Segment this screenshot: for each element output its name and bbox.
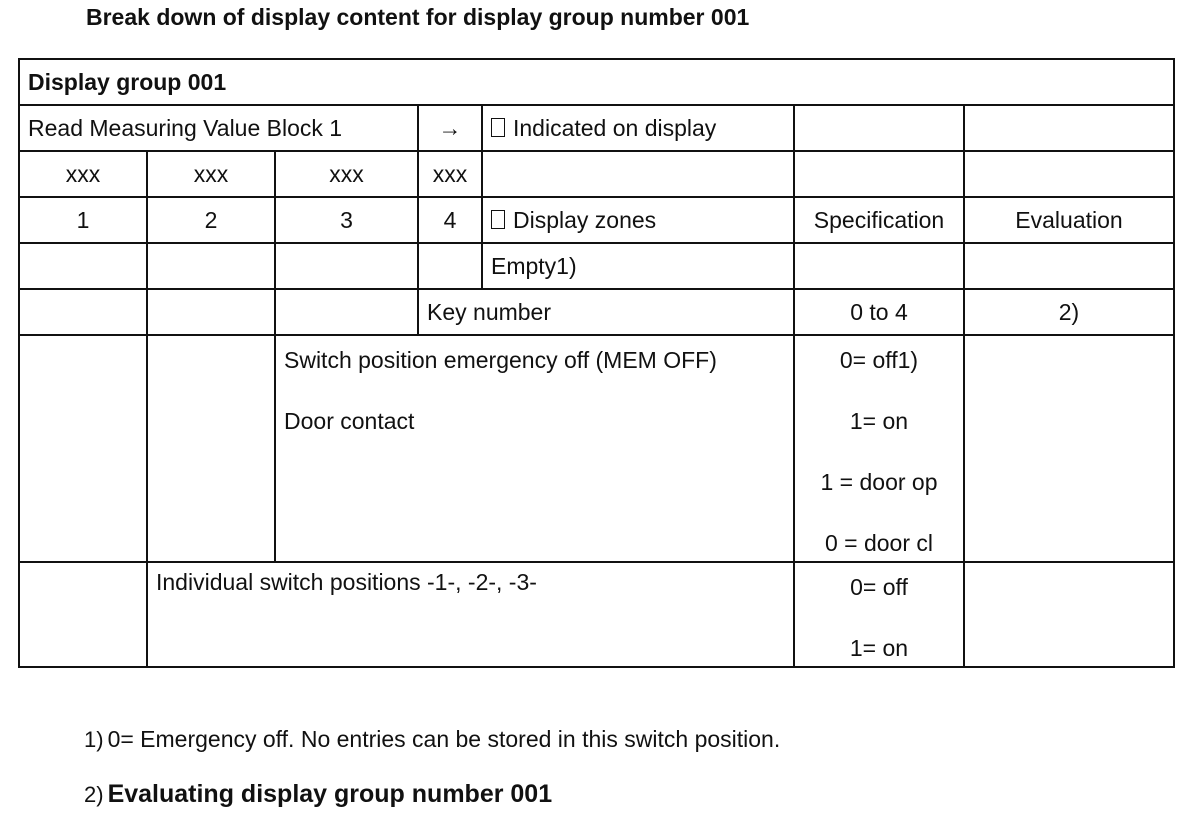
spec-door-closed: 0 = door cl	[824, 530, 934, 556]
indicated-label: Indicated on display	[513, 114, 717, 141]
evaluation-header: Evaluation	[964, 197, 1174, 243]
table-row-switch	[19, 335, 1174, 562]
xxx-cell-3: xxx	[275, 151, 418, 197]
footnote-2-number: 2)	[84, 782, 104, 807]
footnote-1-number: 1)	[84, 727, 104, 752]
table-row-numbers	[19, 197, 1174, 243]
display-zones-label: Display zones	[513, 206, 657, 233]
empty-cell	[794, 151, 964, 197]
switch-description-cell	[275, 335, 794, 562]
empty-cell	[794, 243, 964, 289]
spec-individual-off: 0= off	[850, 574, 908, 600]
empty-cell	[275, 243, 418, 289]
footnote-2-text: Evaluating display group number 001	[107, 780, 553, 808]
empty-cell	[964, 335, 1174, 562]
table-row-xxx	[19, 151, 1174, 197]
individual-spec-cell	[794, 562, 964, 667]
specification-header: Specification	[794, 197, 964, 243]
spec-off1: 0= off1)	[839, 347, 919, 373]
empty-cell	[964, 105, 1174, 151]
table-row-header	[19, 59, 1174, 105]
individual-switch-label: Individual switch positions -1-, -2-, -3-	[147, 562, 794, 667]
empty-cell	[19, 289, 147, 335]
empty-cell	[147, 289, 275, 335]
spec-individual-on: 1= on	[849, 635, 909, 661]
xxx-cell-2: xxx	[147, 151, 275, 197]
arrow-cell: →	[418, 105, 482, 151]
empty1-cell: Empty1)	[482, 243, 794, 289]
footnote-1	[84, 726, 780, 753]
empty-cell	[964, 243, 1174, 289]
display-group-header: Display group 001	[19, 59, 1174, 105]
empty-cell	[147, 243, 275, 289]
zone-number-1: 1	[19, 197, 147, 243]
switch-position-label: Switch position emergency off (MEM OFF)	[284, 347, 717, 373]
display-zones-cell	[482, 197, 794, 243]
spacer	[284, 525, 785, 561]
spec-on: 1= on	[849, 408, 909, 434]
key-number-eval: 2)	[964, 289, 1174, 335]
key-number-spec: 0 to 4	[794, 289, 964, 335]
xxx-cell-4: xxx	[418, 151, 482, 197]
spec-door-open: 1 = door op	[820, 469, 938, 495]
empty-cell	[19, 335, 147, 562]
spacer	[284, 464, 785, 525]
empty-cell	[19, 243, 147, 289]
empty-cell	[19, 562, 147, 667]
table-row-empty	[19, 243, 1174, 289]
display-group-table	[18, 58, 1175, 668]
empty-cell	[275, 289, 418, 335]
key-number-label: Key number	[418, 289, 794, 335]
table-row-read	[19, 105, 1174, 151]
empty-cell	[964, 151, 1174, 197]
empty-checkbox-icon	[491, 210, 505, 229]
read-measuring-label: Read Measuring Value Block 1	[19, 105, 418, 151]
empty-cell	[418, 243, 482, 289]
table-row-individual	[19, 562, 1174, 667]
empty-cell	[794, 105, 964, 151]
empty-cell	[482, 151, 794, 197]
switch-spec-cell	[794, 335, 964, 562]
empty-checkbox-icon	[491, 118, 505, 137]
empty-cell	[147, 335, 275, 562]
footnote-1-text: 0= Emergency off. No entries can be stored in this switch position.	[107, 726, 781, 752]
door-contact-label: Door contact	[284, 408, 415, 434]
zone-number-2: 2	[147, 197, 275, 243]
table-row-key-number	[19, 289, 1174, 335]
indicated-cell	[482, 105, 794, 151]
footnote-2	[84, 780, 552, 809]
page-title: Break down of display content for display group number 001	[86, 4, 750, 30]
xxx-cell-1: xxx	[19, 151, 147, 197]
zone-number-4: 4	[418, 197, 482, 243]
zone-number-3: 3	[275, 197, 418, 243]
empty-cell	[964, 562, 1174, 667]
